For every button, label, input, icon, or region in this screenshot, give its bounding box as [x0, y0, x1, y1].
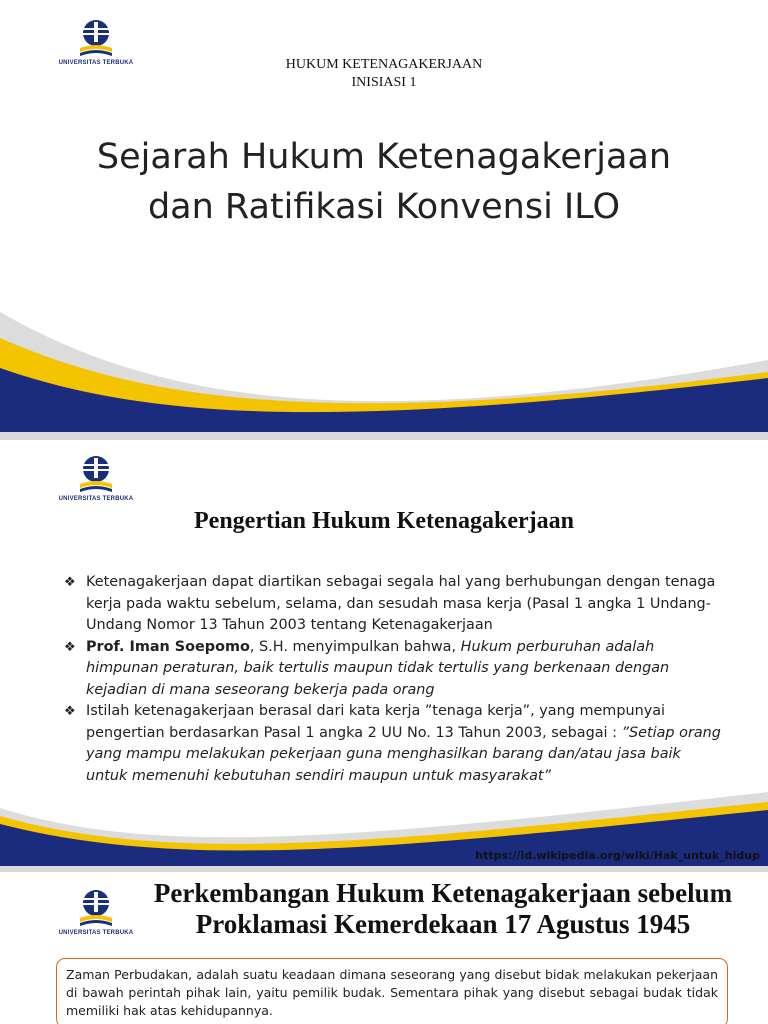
slide-title [118, 878, 768, 940]
quote-text: Hukum perburuhan adalah himpunan peraturan, baik tertulis maupun tidak tertulis yang berkenaan dengan kejadian di mana seseorang bekerja pada orang [86, 638, 670, 698]
university-emblem-icon [74, 888, 118, 930]
initiation-label: INISIASI 1 [351, 75, 417, 90]
diamond-bullet-icon: ❖ [64, 575, 76, 590]
logo-text: UNIVERSITAS TERBUKA [58, 930, 134, 936]
title-line-2: Proklamasi Kemerdekaan 17 Agustus 1945 [195, 909, 691, 939]
box-text: Zaman Perbudakan, adalah suatu keadaan dimana seseorang yang disebut bidak melakukan pekerjaan di bawah perintah pihak lain, yaitu pemilik budak. Sementara pihak yang disebut sebagai budak tidak memiliki hak atas kehidupannya. [66, 967, 718, 1018]
text-box [56, 958, 728, 1024]
slide-definition [0, 440, 768, 866]
diamond-bullet-icon: ❖ [64, 704, 76, 719]
slide-history [0, 872, 768, 1024]
source-link[interactable]: https://id.wikipedia.org/wiki/Hak_untuk_hidup [475, 849, 760, 862]
bullet-text: Istilah ketenagakerjaan berasal dari kata kerja ”tenaga kerja”, yang mempunyai pengertian berdasarkan Pasal 1 angka 2 UU No. 13 Tahun 2003, sebagai : [86, 703, 666, 741]
logo-text: UNIVERSITAS TERBUKA [58, 496, 134, 502]
logo-text: UNIVERSITAS TERBUKA [58, 60, 134, 66]
bullet-item [64, 701, 724, 787]
decorative-wave [0, 0, 768, 432]
slide-title [0, 0, 768, 432]
title-line-1: Perkembangan Hukum Ketenagakerjaan sebelum [153, 878, 733, 908]
bullet-text: , S.H. menyimpulkan bahwa, [249, 638, 461, 655]
bullet-list [64, 572, 724, 787]
course-name: HUKUM KETENAGAKERJAAN [285, 57, 483, 72]
author-name: Prof. Iman Soepomo [86, 638, 250, 655]
slide-title: Pengertian Hukum Ketenagakerjaan [194, 508, 574, 534]
bullet-text: Ketenagakerjaan dapat diartikan sebagai segala hal yang berhubungan dengan tenaga kerja pada waktu sebelum, selama, dan sesudah masa kerja (Pasal 1 angka 1 Undang-Undang Nomor 13 Tahun 2003 tentang Ketenagakerjaan [86, 574, 716, 633]
diamond-bullet-icon: ❖ [64, 639, 76, 655]
bullet-item [64, 572, 724, 637]
bullet-item [64, 637, 724, 702]
quote-text: ”Setiap orang yang mampu melakukan pekerjaan guna menghasilkan barang dan/atau jasa baik untuk memenuhi kebutuhan sendiri maupun untuk masyarakat” [86, 724, 721, 784]
title-line-2: dan Ratifikasi Konvensi ILO [147, 187, 621, 227]
title-line-1: Sejarah Hukum Ketenagakerjaan [96, 137, 672, 177]
